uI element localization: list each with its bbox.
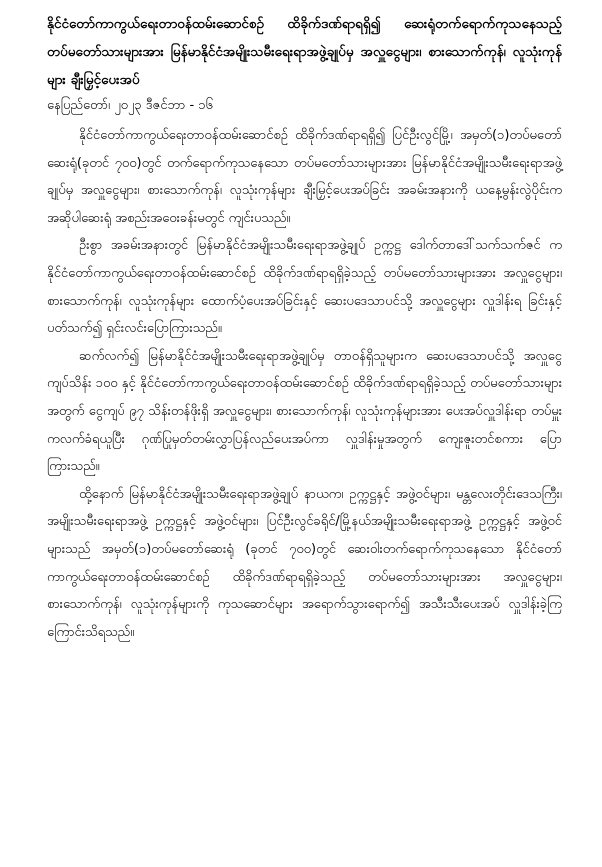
document-page [47, 10, 562, 646]
article-paragraph-3: ဆက်လက်၍ မြန်မာနိုင်ငံအမျိုးသမီးရေးရာအဖွဲ့ချုပ်မှ တာဝန်ရှိသူများက ဆေးပဒေသာပင်သို့ အလှူငွေကျပ်သိန်း ၁၀၀ နှင့် နိုင်ငံတော်ကာကွယ်ရေးတာဝန်ထမ်းဆောင်စဉ် ထိခိုက်ဒဏ်ရာရရှိခဲ့သည့် တပ်မတော်သားများအတွက် ငွေကျပ် ၉၇ သိန်းတန်ဖိုးရှိ အလှူငွေများ၊ စားသောက်ကုန်၊ လူသုံးကုန်များအား ပေးအပ်လှူဒါန်းရာ တပ်မှူးကလက်ခံရယူပြီး ဂုဏ်ပြုမှတ်တမ်းလွှာပြန်လည်ပေးအပ်ကာ လှူဒါန်းမှုအတွက် ကျေးဇူးတင်စကား ပြောကြားသည်။ [47, 348, 562, 475]
article-paragraph-2: ဦးစွာ အခမ်းအနားတွင် မြန်မာနိုင်ငံအမျိုးသမီးရေးရာအဖွဲ့ချုပ် ဥက္ကဋ္ဌ ဒေါက်တာဒေါ်သက်သက်ဇင် က နိုင်ငံတော်ကာကွယ်ရေးတာဝန်ထမ်းဆောင်စဉ် ထိခိုက်ဒဏ်ရာရရှိခဲ့သည့် တပ်မတော်သားများအား အလှူငွေများ၊ စားသောက်ကုန်၊ လူသုံးကုန်များ ထောက်ပံ့ပေးအပ်ခြင်းနှင့် ဆေးပဒေသာပင်သို့ အလှူငွေများ လှူဒါန်းရ ခြင်းနှင့်ပတ်သက်၍ ရှင်းလင်းပြောကြားသည်။ [47, 238, 562, 337]
article-headline: နိုင်ငံတော်ကာကွယ်ရေးတာဝန်ထမ်းဆောင်စဉ် ထိခိုက်ဒဏ်ရာရရှိ၍ ဆေးရုံတက်ရောက်ကုသနေသည့် တပ်မတော်သားများအား မြန်မာနိုင်ငံအမျိုးသမီးရေးရာအဖွဲ့ချုပ်မှ အလှူငွေများ၊ စားသောက်ကုန်၊ လူသုံးကုန်များ ချီးမြှင့်ပေးအပ် [47, 16, 562, 88]
article-paragraph-1: နိုင်ငံတော်ကာကွယ်ရေးတာဝန်ထမ်းဆောင်စဉ် ထိခိုက်ဒဏ်ရာရရှိ၍ ပြင်ဦးလွင်မြို့၊ အမှတ်(၁)တပ်မတော်ဆေးရုံ(ခုတင် ၇၀၀)တွင် တက်ရောက်ကုသနေသော တပ်မတော်သားများအား မြန်မာနိုင်ငံအမျိုးသမီးရေးရာအဖွဲ့ချုပ်မှ အလှူငွေများ၊ စားသောက်ကုန်၊ လူသုံးကုန်များ ချီးမြှင့်ပေးအပ်ခြင်း အခမ်းအနားကို ယနေ့မွန်းလွဲပိုင်းက အဆိုပါဆေးရုံ အစည်းအဝေးခန်းမတွင် ကျင်းပသည်။ [47, 128, 562, 226]
article-dateline: နေပြည်တော်၊ ၂၀၂၃ ဒီဇင်ဘာ - ၁၆ [47, 98, 213, 113]
article-paragraph-4: ထို့နောက် မြန်မာနိုင်ငံအမျိုးသမီးရေးရာအဖွဲ့ချုပ် နာယက၊ ဥက္ကဋ္ဌနှင့် အဖွဲ့ဝင်များ၊ မန္တလေးတိုင်းဒေသကြီး၊ အမျိုးသမီးရေးရာအဖွဲ့ ဥက္ကဋ္ဌနှင့် အဖွဲ့ဝင်များ၊ ပြင်ဦးလွင်ခရိုင်/မြို့နယ်အမျိုးသမီးရေးရာအဖွဲ့ ဥက္ကဋ္ဌနှင့် အဖွဲ့ဝင်များသည် အမှတ်(၁)တပ်မတော်ဆေးရုံ (ခုတင် ၇၀၀)တွင် ဆေးဝါးတက်ရောက်ကုသနေသော နိုင်ငံတော်ကာကွယ်ရေးတာဝန်ထမ်းဆောင်စဉ် ထိခိုက်ဒဏ်ရာရရှိခဲ့သည့် တပ်မတော်သားများအား အလှူငွေများ၊ စားသောက်ကုန်၊ လူသုံးကုန်များကို ကုသဆောင်များ အရောက်သွားရောက်၍ အသီးသီးပေးအပ် လှူဒါန်းခဲ့ကြကြောင်းသိရသည်။ [47, 486, 562, 640]
